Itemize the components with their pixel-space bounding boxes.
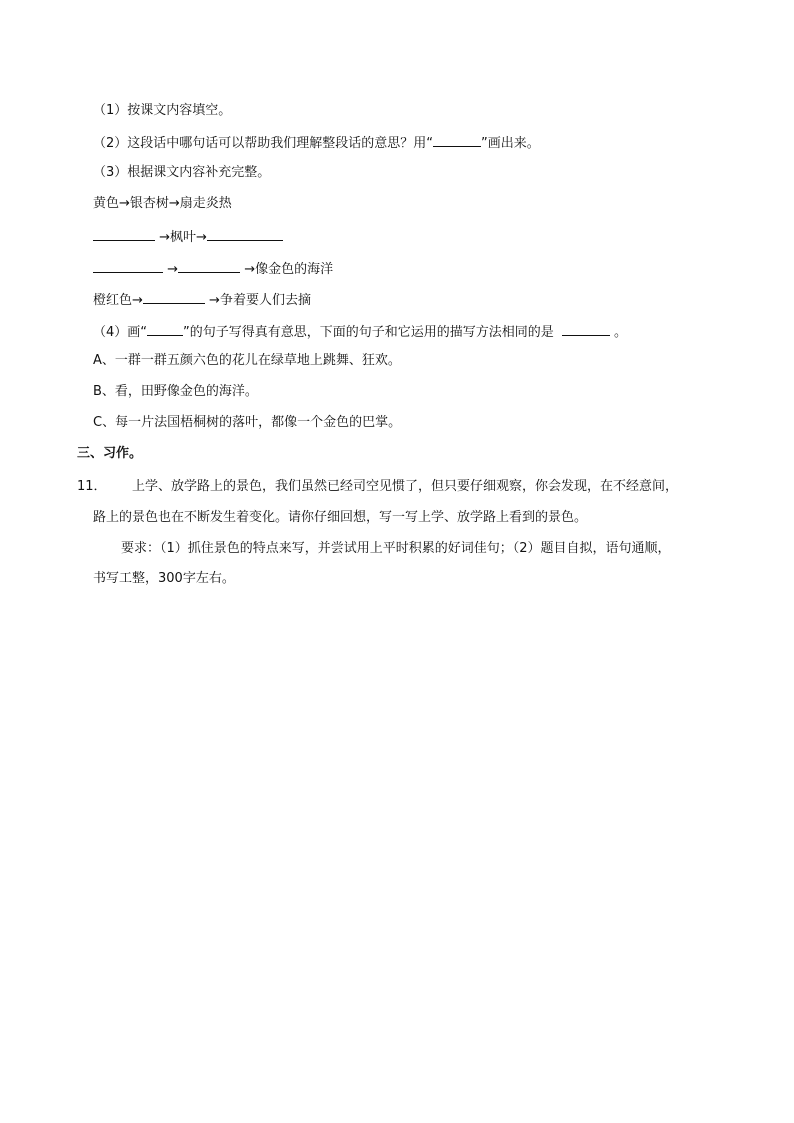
chain3-blank-2[interactable] bbox=[178, 259, 240, 273]
section3-heading-line bbox=[77, 445, 142, 463]
q2-answer-blank[interactable] bbox=[433, 133, 481, 147]
chain2-blank-1[interactable] bbox=[93, 227, 155, 241]
chain4-end-text: →争着要人们去摘 bbox=[209, 293, 311, 308]
q4-text-mid: ”的句子写得真有意思，下面的句子和它运用的描写方法相同的是 bbox=[183, 325, 554, 340]
q4-answer-blank[interactable] bbox=[562, 322, 610, 336]
option-c-text: C、每一片法国梧桐树的落叶，都像一个金色的巴掌。 bbox=[93, 415, 402, 430]
q4-line bbox=[93, 322, 627, 342]
q11-number: 11． bbox=[77, 479, 107, 494]
chain3-arrow: → bbox=[167, 262, 179, 277]
option-b-line bbox=[93, 383, 258, 401]
chain3-line bbox=[93, 259, 333, 279]
option-c-line bbox=[93, 414, 401, 432]
q2-line bbox=[93, 133, 540, 153]
section3-heading: 三、习作。 bbox=[77, 446, 143, 461]
option-a-line bbox=[93, 352, 401, 370]
q11-req-line1-wrap bbox=[121, 540, 671, 558]
chain2-line bbox=[93, 227, 283, 247]
q11-para1-line1: 上学、放学路上的景色，我们虽然已经司空见惯了，但只要仔细观察，你会发现，在不经意间， bbox=[132, 479, 679, 494]
chain4-start-text: 橙红色→ bbox=[93, 293, 143, 308]
q11-para1-line1-wrap bbox=[132, 478, 678, 496]
q4-text-pre: （4）画“ bbox=[93, 325, 148, 340]
q3-line bbox=[93, 164, 270, 182]
q11-req-line1: 要求：（1）抓住景色的特点来写，并尝试用上平时积累的好词佳句；（2）题目自拟，语句通顺， bbox=[121, 541, 671, 556]
q11-req-line2-wrap bbox=[93, 570, 235, 588]
q4-text-post: 。 bbox=[614, 325, 628, 340]
q2-text-post: ”画出来。 bbox=[481, 136, 540, 151]
option-b-text: B、看，田野像金色的海洋。 bbox=[93, 384, 258, 399]
q1-text: （1）按课文内容填空。 bbox=[93, 103, 232, 118]
chain4-blank[interactable] bbox=[143, 290, 205, 304]
chain4-line bbox=[93, 290, 311, 310]
chain1-text: 黄色→银杏树→扇走炎热 bbox=[93, 196, 232, 211]
chain2-blank-2[interactable] bbox=[207, 227, 283, 241]
q1-line bbox=[93, 102, 231, 120]
option-a-text: A、一群一群五颜六色的花儿在绿草地上跳舞、狂欢。 bbox=[93, 353, 401, 368]
q2-text-pre: （2）这段话中哪句话可以帮助我们理解整段话的意思？用“ bbox=[93, 136, 434, 151]
chain3-end-text: →像金色的海洋 bbox=[244, 262, 334, 277]
chain3-blank-1[interactable] bbox=[93, 259, 163, 273]
q3-text: （3）根据课文内容补充完整。 bbox=[93, 165, 271, 180]
q11-para1-line2: 路上的景色也在不断发生着变化。请你仔细回想，写一写上学、放学路上看到的景色。 bbox=[93, 510, 588, 525]
q11-line1 bbox=[77, 478, 107, 496]
q4-underline-blank[interactable] bbox=[147, 322, 183, 336]
chain2-arrow-text: →枫叶→ bbox=[159, 230, 207, 245]
q11-para1-line2-wrap bbox=[93, 509, 587, 527]
q11-req-line2: 书写工整，300字左右。 bbox=[93, 571, 235, 586]
chain1-line bbox=[93, 195, 232, 213]
